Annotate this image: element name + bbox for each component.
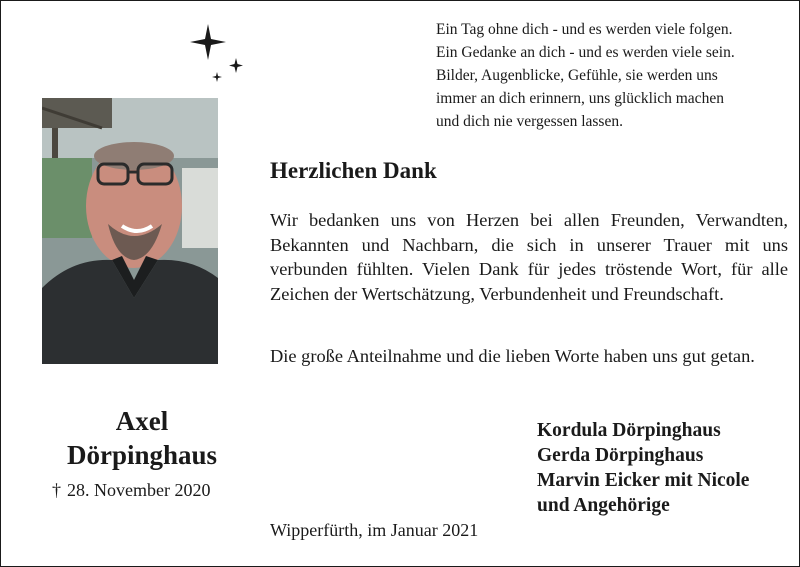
closing-paragraph: Die große Anteilnahme und die lieben Worte haben uns gut getan. xyxy=(270,346,755,366)
portrait-photo xyxy=(42,98,218,364)
signer-name: Gerda Dörpinghaus xyxy=(537,445,704,466)
notice-heading: Herzlichen Dank xyxy=(270,158,437,183)
poem-line: und dich nie vergessen lassen. xyxy=(436,113,623,130)
signer-name: und Angehörige xyxy=(537,495,670,516)
thanks-paragraph: Wir bedanken uns von Herzen bei allen Freunden, Verwandten, Bekannten und Nachbarn, die sich in unserer Trauer mit uns verbunden fühlten. Vielen Dank für jedes tröstende Wort, für alle Zeichen der Wertschätzung, Verbundenheit und Freundschaft. xyxy=(270,210,788,304)
poem-line: Ein Gedanke an dich - und es werden viele sein. xyxy=(436,44,735,61)
cross-icon: † xyxy=(52,480,61,500)
signer-name: Marvin Eicker mit Nicole xyxy=(537,470,750,491)
place-date: Wipperfürth, im Januar 2021 xyxy=(270,520,479,540)
death-date: 28. November 2020 xyxy=(67,480,211,500)
memorial-poem xyxy=(436,18,788,133)
poem-line: Ein Tag ohne dich - und es werden viele folgen. xyxy=(436,21,733,38)
deceased-last-name: Dörpinghaus xyxy=(66,440,218,470)
signers-list xyxy=(537,418,749,518)
poem-line: immer an dich erinnern, uns glücklich machen xyxy=(436,90,724,107)
death-date-line xyxy=(52,480,210,501)
sparkle-stars-icon xyxy=(186,22,250,86)
signer-name: Kordula Dörpinghaus xyxy=(537,420,721,441)
deceased-first-name: Axel xyxy=(115,406,169,436)
poem-line: Bilder, Augenblicke, Gefühle, sie werden uns xyxy=(436,67,718,84)
